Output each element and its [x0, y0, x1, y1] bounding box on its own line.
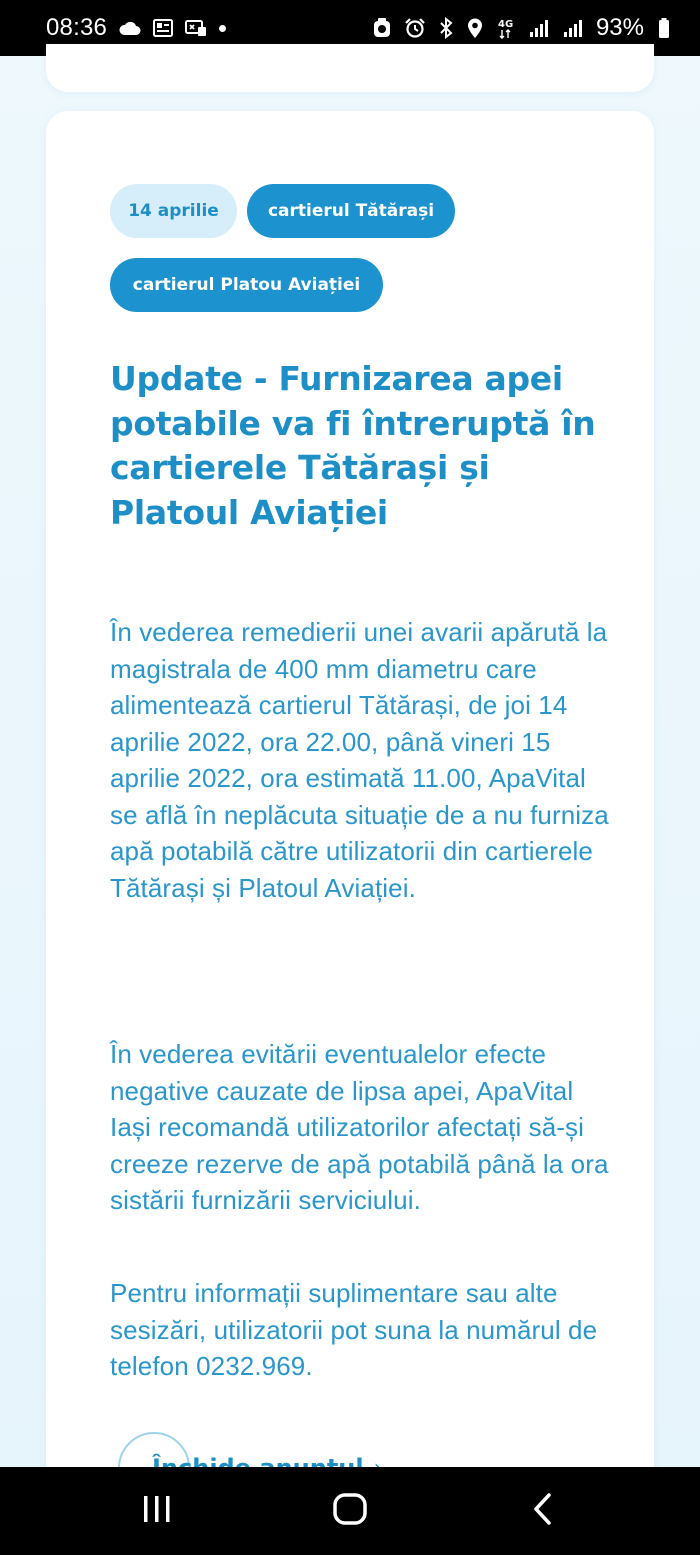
dot-icon [219, 25, 226, 32]
tag-date[interactable]: 14 aprilie [110, 184, 237, 238]
article-title: Update - Furnizarea apei potabile va fi întreruptă în cartierele Tătărași și Platoul Aviației [110, 359, 596, 532]
home-icon [332, 1493, 368, 1529]
status-time: 08:36 [46, 14, 108, 41]
vpn-icon [185, 16, 207, 40]
article-paragraph-1: În vederea remedierii unei avarii apărută la magistrala de 400 mm diametru care alimentează cartierul Tătărași, de joi 14 aprilie 2022, ora 22.00, până vineri 15 aprilie 2022, ora estimată 11.00, ApaVital se află în neplăcuta situație de a nu furniza apă potabilă către utilizatorii din cartierele Tătărași și Platoul Aviației. [110, 617, 609, 903]
alarm-app-icon [372, 16, 392, 40]
alarm-clock-icon [404, 16, 426, 40]
recents-icon [140, 1494, 174, 1528]
status-right [372, 14, 670, 42]
news-icon [153, 16, 173, 40]
battery-icon [658, 16, 670, 40]
article-paragraph-2: În vederea evitării eventualelor efecte negative cauzate de lipsa apei, ApaVital Iași recomandă utilizatorilor afectați să-și creeze rezerve de apă potabilă până la ora sistării furnizării serviciului. [110, 1039, 609, 1215]
navigation-bar [0, 1467, 700, 1555]
battery-percent: 93% [595, 14, 644, 41]
network-4g-icon [496, 16, 516, 40]
signal-icon [562, 16, 584, 40]
previous-card [46, 44, 654, 92]
location-icon [466, 16, 484, 40]
home-button[interactable] [300, 1467, 400, 1555]
bluetooth-icon [438, 16, 454, 40]
signal-icon [528, 16, 550, 40]
back-button[interactable] [493, 1467, 593, 1555]
tag-cartier-platou[interactable]: cartierul Platou Aviației [110, 258, 383, 312]
cloud-icon [119, 16, 141, 40]
svg-text:4G: 4G [497, 19, 514, 30]
recents-button[interactable] [107, 1467, 207, 1555]
back-icon [531, 1492, 555, 1530]
tag-cartier-tatarasi[interactable]: cartierul Tătărași [247, 184, 455, 238]
status-left [46, 14, 226, 42]
article-paragraph-3: Pentru informații suplimentare sau alte sesizări, utilizatorii pot suna la numărul de telefon 0232.969. [110, 1278, 598, 1381]
